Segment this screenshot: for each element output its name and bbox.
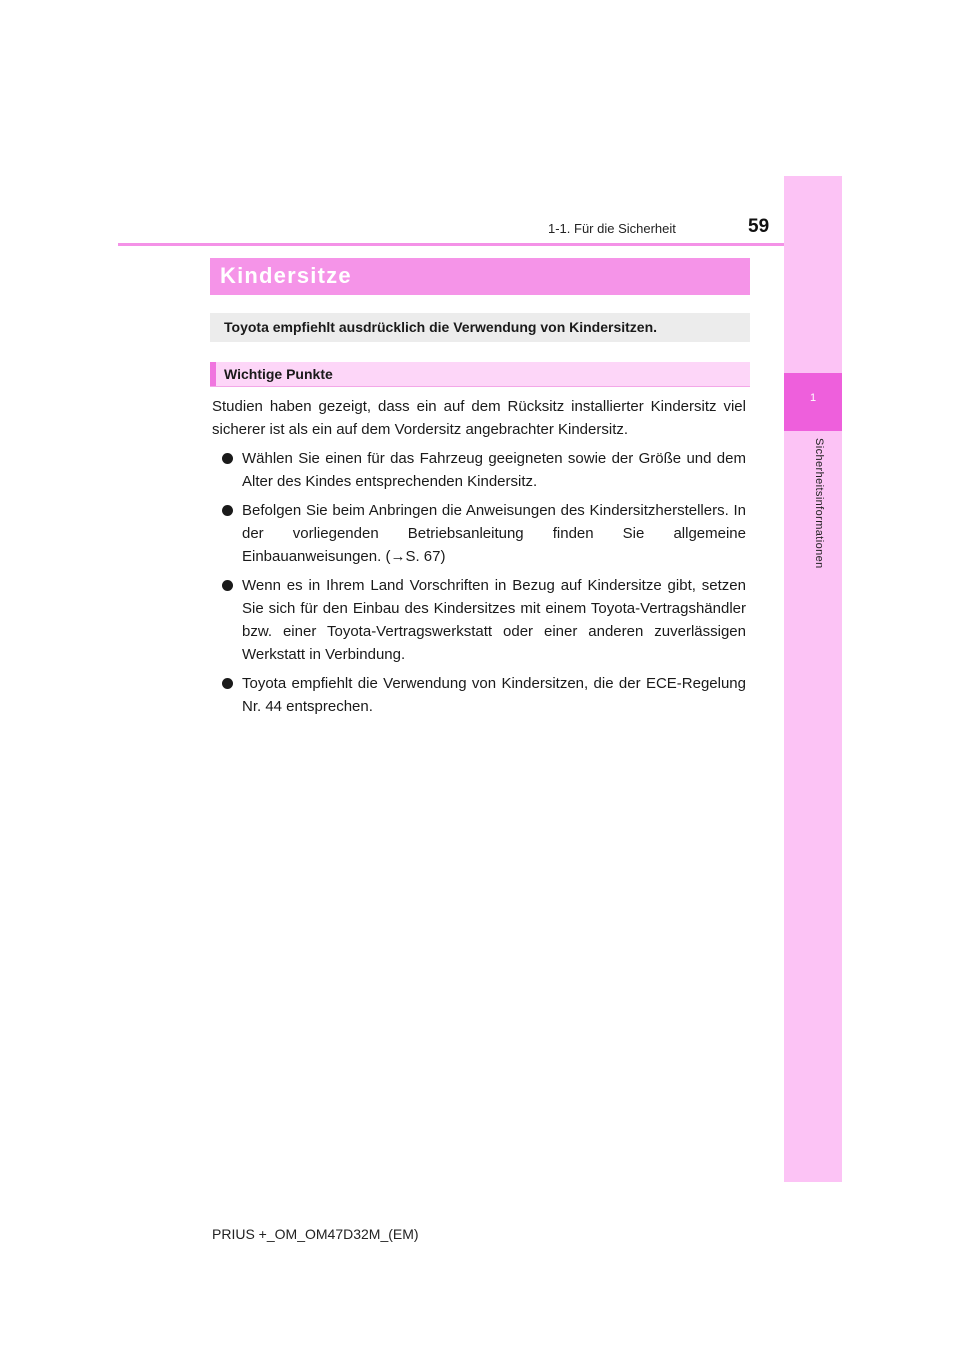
breadcrumb: 1-1. Für die Sicherheit [548,221,676,236]
bullet-item [212,574,746,666]
bullet-text: Befolgen Sie beim Anbringen die Anweisungen des Kindersitzherstellers. In der vorliegenden Betriebsanleitung finden Sie allgemeine Einbauanweisungen. (→S. 67) [242,502,746,565]
bullet-icon [222,505,233,516]
chapter-title: Sicherheitsinformationen [813,438,825,569]
body-paragraph: Studien haben gezeigt, dass ein auf dem Rücksitz installierter Kindersitz viel sicherer ist als ein auf dem Vordersitz angebrachter Kindersitz. [212,398,746,438]
chapter-side-tab [784,176,842,1182]
page-number: 59 [748,216,770,237]
bullet-item [212,672,746,718]
header-divider [118,243,784,246]
subheading-text: Wichtige Punkte [224,366,333,382]
intro-text: Toyota empfiehlt ausdrücklich die Verwendung von Kindersitzen. [224,319,658,335]
bullet-item [212,499,746,568]
subheading [210,362,750,387]
body-content [212,395,746,724]
bullet-text: Toyota empfiehlt die Verwendung von Kindersitzen, die der ECE-Regelung Nr. 44 entsprechen. [242,675,746,715]
bullet-text: Wenn es in Ihrem Land Vorschriften in Bezug auf Kindersitze gibt, setzen Sie sich für den Einbau des Kindersitzes mit einem Toyota-Vertragshändler bzw. einer Toyota-Vertragswerkstatt oder einer anderen zuverlässigen Werkstatt in Verbindung. [242,577,746,663]
bullet-icon [222,453,233,464]
document-code: PRIUS +_OM_OM47D32M_(EM) [212,1226,419,1242]
intro-box [210,313,750,342]
bullet-icon [222,580,233,591]
section-banner [210,258,750,295]
section-title: Kindersitze [220,263,352,288]
bullet-icon [222,678,233,689]
chapter-number: 1 [809,392,817,404]
bullet-item [212,447,746,493]
bullet-text: Wählen Sie einen für das Fahrzeug geeigneten sowie der Größe und dem Alter des Kindes entsprechenden Kindersitz. [242,450,746,490]
subheading-accent-bar [210,362,216,386]
